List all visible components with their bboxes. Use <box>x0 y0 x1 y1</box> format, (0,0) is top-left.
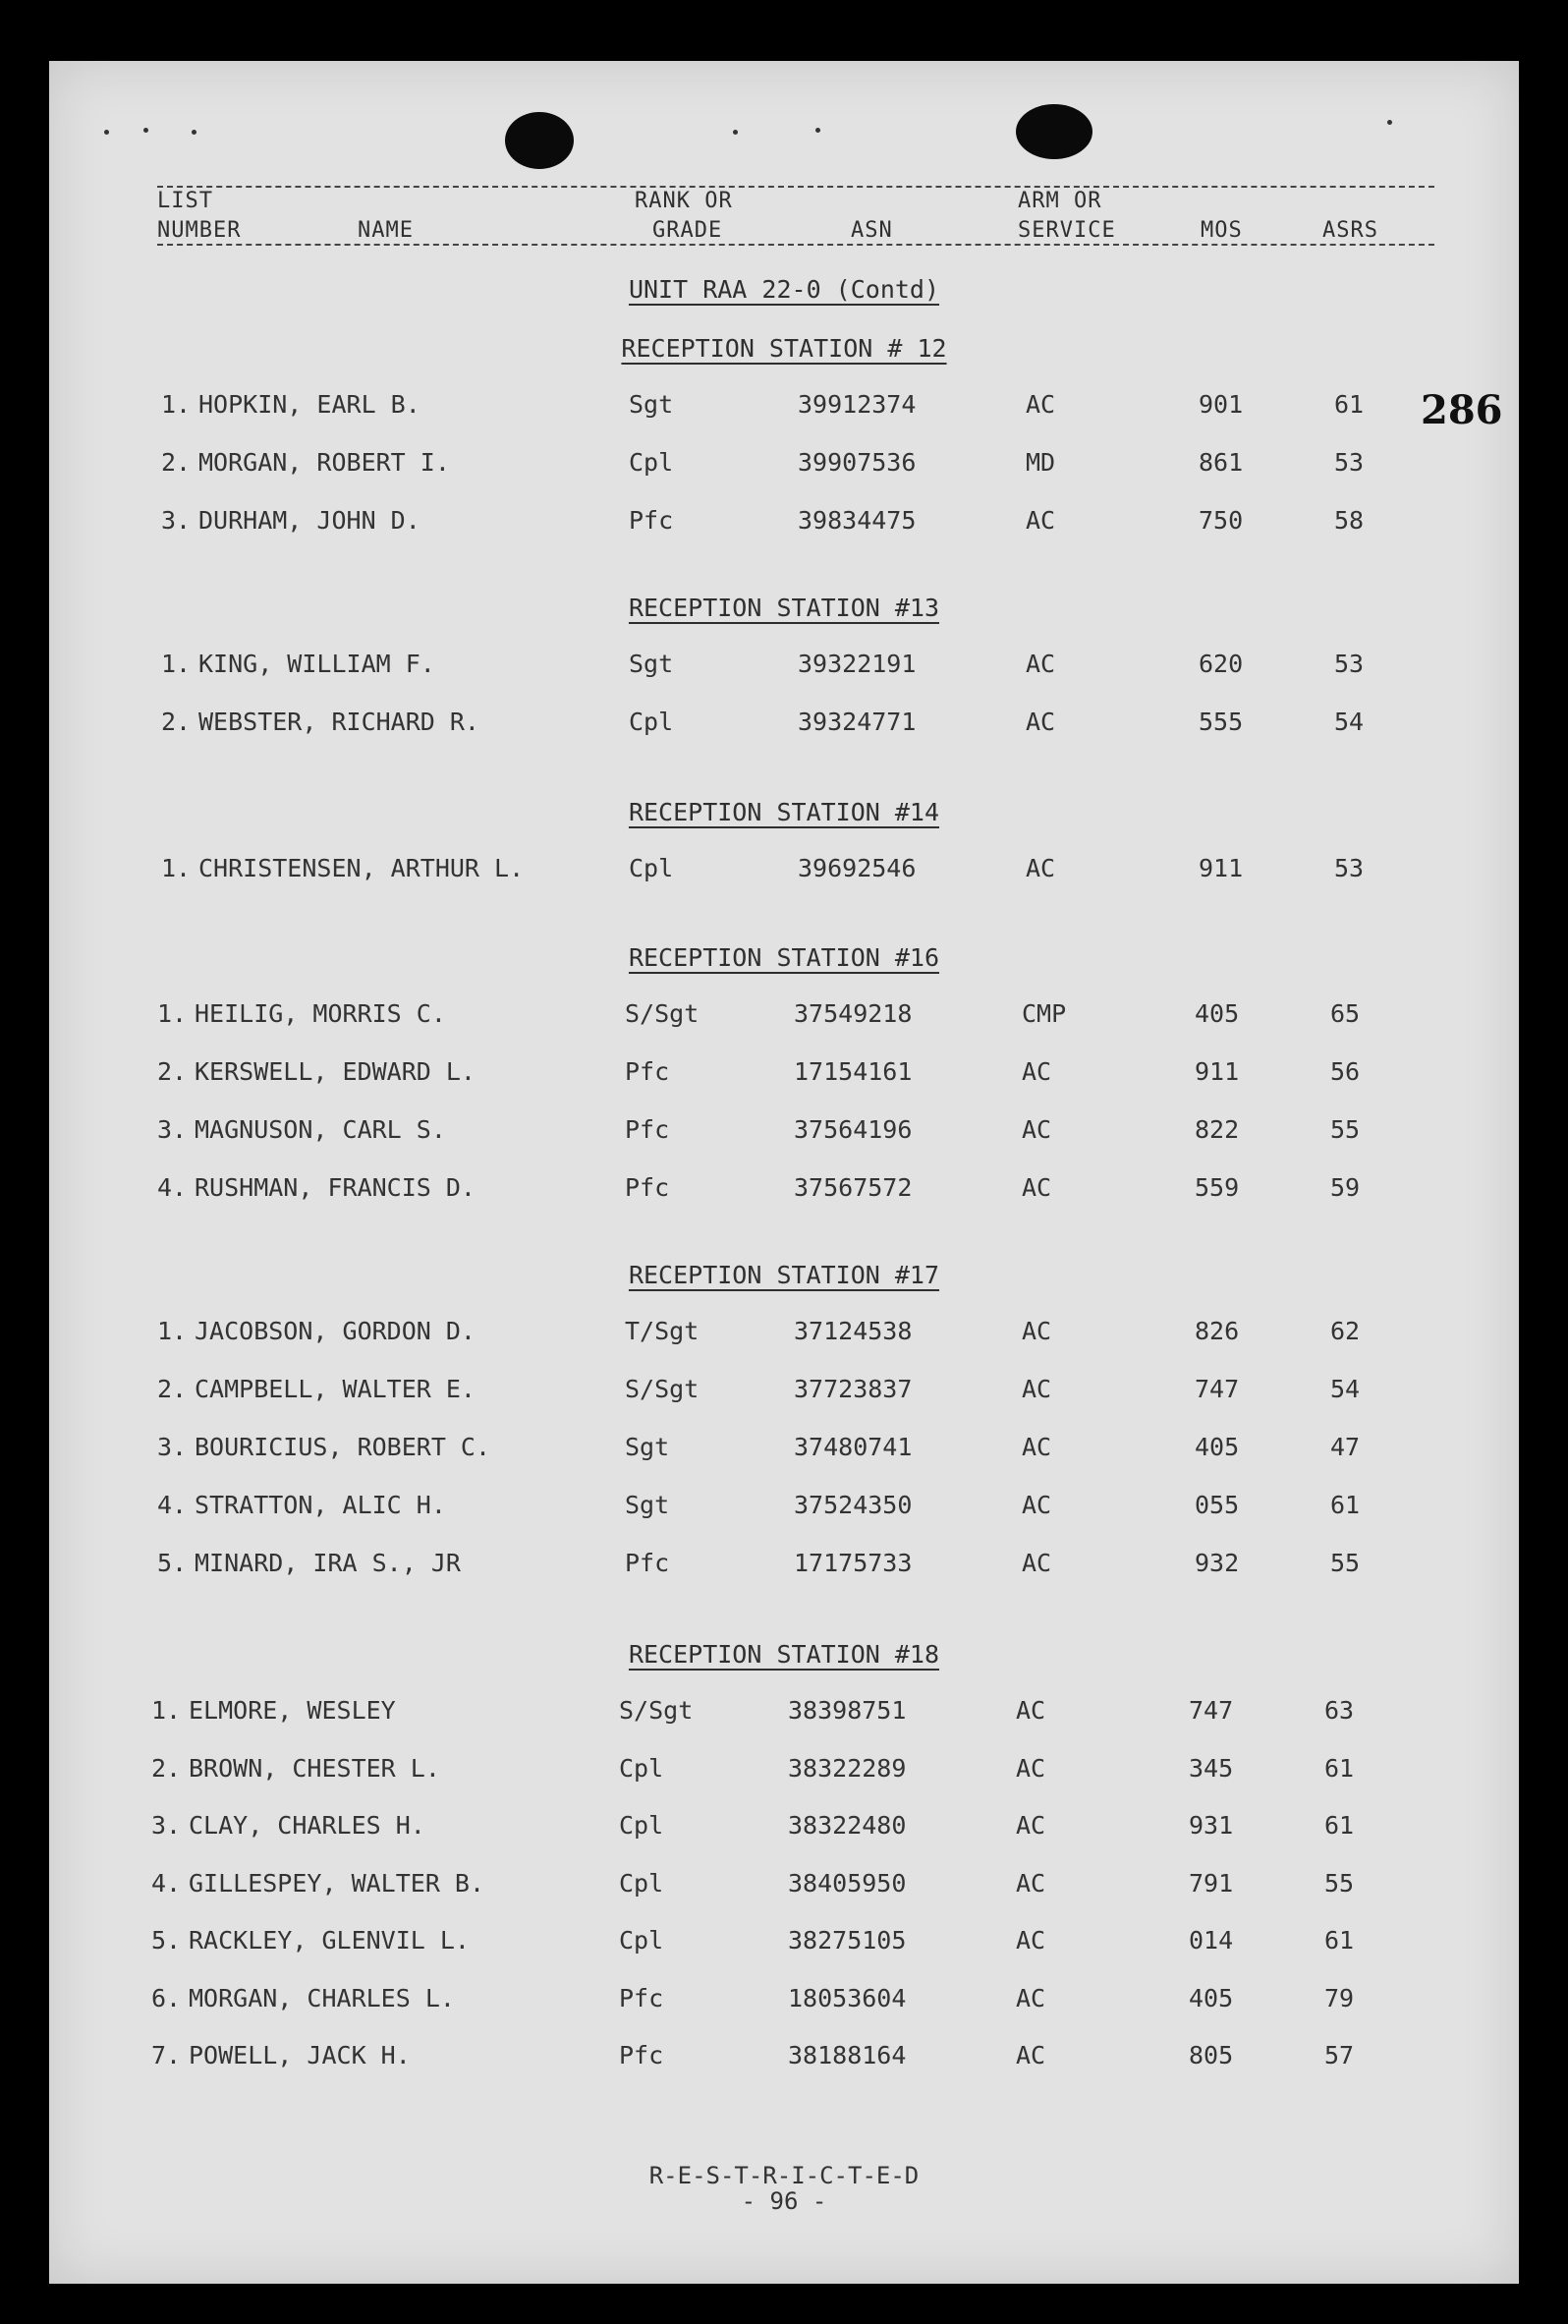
cell-arm: AC <box>1026 390 1056 419</box>
table-row <box>0 1317 1568 1356</box>
cell-arm: AC <box>1022 1057 1052 1086</box>
cell-mos: 559 <box>1195 1173 1240 1202</box>
cell-asn: 37524350 <box>794 1491 913 1519</box>
cell-num: 5. <box>157 1549 188 1577</box>
table-row <box>0 708 1568 747</box>
cell-name: HOPKIN, EARL B. <box>198 390 420 419</box>
section-title: RECEPTION STATION #18 <box>628 1640 940 1669</box>
speck <box>104 130 109 135</box>
cell-asrs: 54 <box>1334 708 1365 736</box>
cell-asn: 37723837 <box>794 1375 913 1403</box>
cell-asn: 37564196 <box>794 1115 913 1144</box>
table-row <box>0 1057 1568 1097</box>
cell-asn: 38322289 <box>788 1753 907 1783</box>
section-title: RECEPTION STATION # 12 <box>621 334 947 363</box>
header-rule-bottom <box>157 244 1434 246</box>
table-row <box>0 1984 1568 2023</box>
cell-mos: 405 <box>1195 1433 1240 1461</box>
cell-num: 3. <box>161 506 192 535</box>
header-list-number-line2: NUMBER <box>157 218 242 243</box>
cell-name: HEILIG, MORRIS C. <box>195 999 446 1028</box>
cell-arm: AC <box>1016 1868 1046 1898</box>
cell-asrs: 61 <box>1324 1753 1355 1783</box>
table-row <box>0 506 1568 545</box>
cell-rank: Cpl <box>619 1753 664 1783</box>
table-row <box>0 1433 1568 1472</box>
cell-asrs: 55 <box>1330 1549 1361 1577</box>
cell-rank: Cpl <box>629 448 674 477</box>
cell-arm: AC <box>1026 708 1056 736</box>
cell-mos: 747 <box>1195 1375 1240 1403</box>
cell-asn: 17175733 <box>794 1549 913 1577</box>
cell-rank: Pfc <box>619 2041 664 2069</box>
table-row <box>0 650 1568 689</box>
cell-arm: AC <box>1022 1173 1052 1202</box>
table-row <box>0 854 1568 893</box>
cell-asn: 37480741 <box>794 1433 913 1461</box>
cell-asrs: 55 <box>1324 1868 1355 1898</box>
cell-mos: 931 <box>1189 1811 1234 1840</box>
cell-mos: 014 <box>1189 1926 1234 1955</box>
cell-name: KERSWELL, EDWARD L. <box>195 1057 476 1086</box>
cell-rank: Pfc <box>625 1115 670 1144</box>
cell-mos: 911 <box>1195 1057 1240 1086</box>
footer-page-number: - 96 - <box>741 2187 827 2215</box>
cell-arm: AC <box>1026 650 1056 678</box>
cell-asn: 38275105 <box>788 1926 907 1955</box>
cell-rank: Pfc <box>629 506 674 535</box>
cell-name: WEBSTER, RICHARD R. <box>198 708 479 736</box>
cell-arm: AC <box>1022 1549 1052 1577</box>
cell-asn: 39834475 <box>798 506 917 535</box>
cell-asrs: 63 <box>1324 1696 1355 1725</box>
cell-num: 1. <box>161 390 192 419</box>
cell-asn: 37567572 <box>794 1173 913 1202</box>
cell-name: MORGAN, CHARLES L. <box>189 1983 455 2012</box>
cell-name: JACOBSON, GORDON D. <box>195 1317 476 1345</box>
cell-asrs: 79 <box>1324 1983 1355 2012</box>
cell-asrs: 61 <box>1324 1926 1355 1955</box>
table-row <box>0 1926 1568 1965</box>
section-title: RECEPTION STATION #13 <box>628 594 940 622</box>
cell-rank: Pfc <box>625 1057 670 1086</box>
cell-arm: AC <box>1016 1811 1046 1840</box>
cell-asn: 38405950 <box>788 1868 907 1898</box>
footer-classification: R-E-S-T-R-I-C-T-E-D <box>648 2162 920 2189</box>
cell-arm: AC <box>1016 1983 1046 2012</box>
header-name: NAME <box>358 218 414 243</box>
cell-num: 2. <box>161 708 192 736</box>
cell-rank: Cpl <box>629 708 674 736</box>
cell-asrs: 61 <box>1324 1811 1355 1840</box>
header-rule-top <box>157 186 1434 188</box>
cell-mos: 055 <box>1195 1491 1240 1519</box>
cell-asrs: 47 <box>1330 1433 1361 1461</box>
header-arm-line2: SERVICE <box>1018 218 1116 243</box>
cell-arm: MD <box>1026 448 1056 477</box>
cell-name: POWELL, JACK H. <box>189 2041 411 2069</box>
table-row <box>0 1549 1568 1588</box>
cell-rank: Cpl <box>629 854 674 882</box>
header-arm-line1: ARM OR <box>1018 189 1102 213</box>
cell-num: 2. <box>161 448 192 477</box>
page-stamp-number: 286 <box>1421 387 1503 433</box>
cell-asrs: 57 <box>1324 2041 1355 2069</box>
cell-rank: Sgt <box>625 1491 670 1519</box>
cell-arm: AC <box>1022 1433 1052 1461</box>
cell-name: MAGNUSON, CARL S. <box>195 1115 446 1144</box>
cell-asrs: 53 <box>1334 650 1365 678</box>
header-mos: MOS <box>1201 218 1243 243</box>
cell-asrs: 61 <box>1334 390 1365 419</box>
cell-mos: 901 <box>1199 390 1244 419</box>
cell-asrs: 53 <box>1334 448 1365 477</box>
table-row <box>0 1491 1568 1530</box>
table-row <box>0 1696 1568 1735</box>
cell-name: GILLESPEY, WALTER B. <box>189 1868 485 1898</box>
cell-arm: AC <box>1022 1115 1052 1144</box>
cell-mos: 932 <box>1195 1549 1240 1577</box>
cell-num: 1. <box>157 999 188 1028</box>
cell-mos: 620 <box>1199 650 1244 678</box>
cell-asn: 39907536 <box>798 448 917 477</box>
cell-asn: 37124538 <box>794 1317 913 1345</box>
header-rank-line1: RANK OR <box>635 189 733 213</box>
cell-asn: 39322191 <box>798 650 917 678</box>
cell-arm: AC <box>1022 1375 1052 1403</box>
cell-asrs: 61 <box>1330 1491 1361 1519</box>
cell-asn: 18053604 <box>788 1983 907 2012</box>
cell-arm: AC <box>1016 1926 1046 1955</box>
cell-name: CHRISTENSEN, ARTHUR L. <box>198 854 525 882</box>
punch-hole-left <box>505 112 574 169</box>
cell-name: CLAY, CHARLES H. <box>189 1811 425 1840</box>
cell-num: 3. <box>157 1433 188 1461</box>
cell-mos: 750 <box>1199 506 1244 535</box>
cell-num: 3. <box>157 1115 188 1144</box>
section-title: RECEPTION STATION #17 <box>628 1261 940 1289</box>
cell-asrs: 65 <box>1330 999 1361 1028</box>
cell-asrs: 59 <box>1330 1173 1361 1202</box>
cell-asrs: 55 <box>1330 1115 1361 1144</box>
cell-asrs: 53 <box>1334 854 1365 882</box>
table-row <box>0 390 1568 429</box>
speck <box>192 130 196 135</box>
speck <box>733 130 738 135</box>
cell-rank: Pfc <box>625 1549 670 1577</box>
section-title: RECEPTION STATION #14 <box>628 798 940 826</box>
cell-name: ELMORE, WESLEY <box>189 1696 396 1725</box>
cell-num: 5. <box>151 1926 182 1955</box>
cell-mos: 911 <box>1199 854 1244 882</box>
cell-name: MINARD, IRA S., JR <box>195 1549 461 1577</box>
table-row <box>0 1754 1568 1793</box>
cell-num: 6. <box>151 1983 182 2012</box>
cell-arm: AC <box>1016 2041 1046 2069</box>
speck <box>815 128 820 133</box>
cell-rank: Cpl <box>619 1868 664 1898</box>
table-row <box>0 2041 1568 2080</box>
cell-asn: 38188164 <box>788 2041 907 2069</box>
speck <box>143 128 148 133</box>
cell-rank: Sgt <box>625 1433 670 1461</box>
cell-mos: 405 <box>1195 999 1240 1028</box>
cell-mos: 791 <box>1189 1868 1234 1898</box>
cell-name: BROWN, CHESTER L. <box>189 1753 440 1783</box>
table-row <box>0 1869 1568 1908</box>
cell-asn: 39324771 <box>798 708 917 736</box>
cell-asn: 39692546 <box>798 854 917 882</box>
cell-num: 1. <box>161 650 192 678</box>
cell-asrs: 56 <box>1330 1057 1361 1086</box>
cell-mos: 805 <box>1189 2041 1234 2069</box>
cell-asn: 37549218 <box>794 999 913 1028</box>
speck <box>1387 120 1392 125</box>
cell-rank: S/Sgt <box>619 1696 694 1725</box>
header-asrs: ASRS <box>1322 218 1378 243</box>
header-asn: ASN <box>851 218 893 243</box>
cell-num: 1. <box>157 1317 188 1345</box>
cell-name: RUSHMAN, FRANCIS D. <box>195 1173 476 1202</box>
cell-name: CAMPBELL, WALTER E. <box>195 1375 476 1403</box>
cell-rank: S/Sgt <box>625 1375 700 1403</box>
table-row <box>0 1115 1568 1155</box>
header-list-number-line1: LIST <box>157 189 213 213</box>
cell-asn: 17154161 <box>794 1057 913 1086</box>
cell-num: 2. <box>157 1057 188 1086</box>
table-row <box>0 448 1568 487</box>
cell-asn: 38322480 <box>788 1811 907 1840</box>
cell-num: 3. <box>151 1811 182 1840</box>
cell-num: 2. <box>151 1753 182 1783</box>
cell-name: RACKLEY, GLENVIL L. <box>189 1926 470 1955</box>
cell-num: 4. <box>157 1173 188 1202</box>
cell-num: 1. <box>151 1696 182 1725</box>
cell-asrs: 62 <box>1330 1317 1361 1345</box>
cell-asrs: 58 <box>1334 506 1365 535</box>
cell-num: 4. <box>157 1491 188 1519</box>
cell-rank: T/Sgt <box>625 1317 700 1345</box>
cell-mos: 405 <box>1189 1983 1234 2012</box>
cell-rank: Cpl <box>619 1926 664 1955</box>
cell-num: 2. <box>157 1375 188 1403</box>
table-row <box>0 1811 1568 1850</box>
cell-arm: AC <box>1016 1753 1046 1783</box>
cell-mos: 345 <box>1189 1753 1234 1783</box>
cell-arm: AC <box>1016 1696 1046 1725</box>
cell-asrs: 54 <box>1330 1375 1361 1403</box>
cell-mos: 747 <box>1189 1696 1234 1725</box>
cell-num: 1. <box>161 854 192 882</box>
cell-rank: S/Sgt <box>625 999 700 1028</box>
table-row <box>0 1375 1568 1414</box>
cell-arm: CMP <box>1022 999 1067 1028</box>
cell-rank: Pfc <box>619 1983 664 2012</box>
cell-num: 7. <box>151 2041 182 2069</box>
cell-mos: 826 <box>1195 1317 1240 1345</box>
cell-asn: 39912374 <box>798 390 917 419</box>
punch-hole-right <box>1016 104 1092 159</box>
cell-rank: Pfc <box>625 1173 670 1202</box>
cell-rank: Sgt <box>629 390 674 419</box>
table-row <box>0 1173 1568 1213</box>
cell-rank: Sgt <box>629 650 674 678</box>
cell-mos: 861 <box>1199 448 1244 477</box>
table-row <box>0 999 1568 1039</box>
cell-mos: 555 <box>1199 708 1244 736</box>
cell-arm: AC <box>1026 854 1056 882</box>
header-rank-line2: GRADE <box>652 218 723 243</box>
cell-arm: AC <box>1022 1491 1052 1519</box>
cell-asn: 38398751 <box>788 1696 907 1725</box>
cell-arm: AC <box>1026 506 1056 535</box>
cell-name: KING, WILLIAM F. <box>198 650 435 678</box>
unit-title: UNIT RAA 22-0 (Contd) <box>628 275 940 304</box>
cell-name: MORGAN, ROBERT I. <box>198 448 450 477</box>
cell-name: STRATTON, ALIC H. <box>195 1491 446 1519</box>
cell-arm: AC <box>1022 1317 1052 1345</box>
cell-rank: Cpl <box>619 1811 664 1840</box>
cell-mos: 822 <box>1195 1115 1240 1144</box>
cell-num: 4. <box>151 1868 182 1898</box>
cell-name: DURHAM, JOHN D. <box>198 506 420 535</box>
section-title: RECEPTION STATION #16 <box>628 943 940 972</box>
cell-name: BOURICIUS, ROBERT C. <box>195 1433 491 1461</box>
